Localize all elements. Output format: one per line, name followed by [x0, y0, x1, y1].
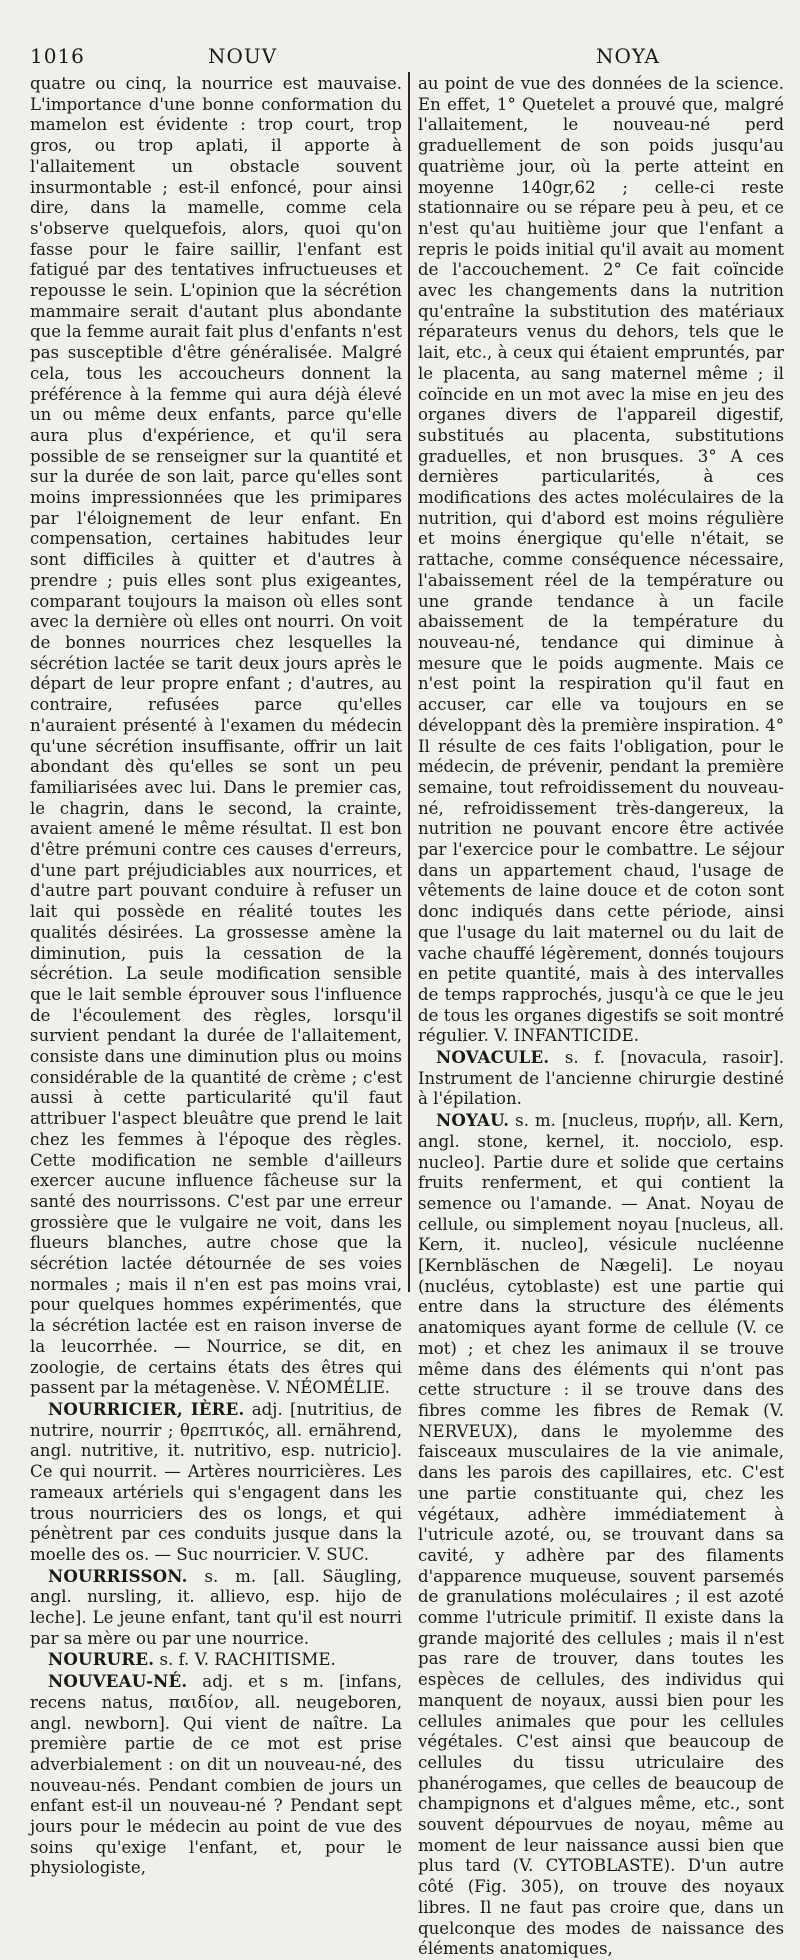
running-head-right: NOYA [596, 44, 660, 68]
headword: NOVACULE. [436, 1047, 550, 1068]
entry-noure [30, 1649, 402, 1671]
entry-text: s. m. [all. Säugling, angl. nursling, it. allievo, esp. hijo de leche]. Le jeune enfant, tant qu'il est nourri par sa mère ou par une nourrice. [30, 1566, 402, 1648]
right-continued-paragraph: au point de vue des données de la science. En effet, 1° Quetelet a prouvé que, malgré l'allaitement, le nouveau-né perd graduellement de son poids jusqu'au quatrième jour, où la perte atteint en moyenne 140gr,62 ; celle-ci reste stationnaire ou se répare peu à peu, et ce n'est qu'au huitième jour que l'enfant a repris le poids initial qu'il avait au moment de l'accouchement. 2° Ce fait coïncide avec les changements dans la nutrition qu'entraîne la substitution des matériaux réparateurs venus du dehors, tels que le lait, etc., à ceux qui étaient empruntés, par le placenta, au sang maternel même ; il coïncide en un mot avec la mise en jeu des organes divers de l'appareil digestif, substitués au placenta, substitutions graduelles, et non brusques. 3° A ces dernières particularités, à ces modifications des actes moléculaires de la nutrition, qui d'abord est moins régulière et moins énergique qu'elle n'était, se rattache, comme conséquence nécessaire, l'abaissement réel de la température ou une grande tendance à un facile abaissement de la température du nouveau-né, tendance qui diminue à mesure que le poids augmente. Mais ce n'est point la respiration qu'il faut en accuser, car elle va toujours en se développant dès la première inspiration. 4° Il résulte de ces faits l'obligation, pour le médecin, de prévenir, pendant la première semaine, tout refroidissement du nouveau-né, refroidissement très-dangereux, la nutrition ne pouvant encore être activée par l'exercice pour le combattre. Le séjour dans un appartement chaud, l'usage de vêtements de laine douce et de coton sont donc indiqués dans cette période, ainsi que l'usage du lait maternel ou du lait de vache chauffé légèrement, donnés toujours en petite quantité, mais à des intervalles de temps rapprochés, jusqu'à ce que le jeu de tous les organes digestifs se soit montré régulier. V. INFANTICIDE. [418, 74, 784, 1046]
page-number: 1016 [30, 44, 85, 68]
column-divider [408, 72, 410, 1292]
left-continued-paragraph: quatre ou cinq, la nourrice est mauvaise. L'importance d'une bonne conformation du mamelon est évidente : trop court, trop gros, ou trop aplati, il apporte à l'allaitement un obstacle souvent insurmontable ; est-il enfoncé, pour ainsi dire, dans la mamelle, comme cela s'observe quelquefois, alors, quoi qu'on fasse pour le faire saillir, l'enfant est fatigué par des tentatives infructueuses et repousse le sein. L'opinion que la sécrétion mammaire serait d'autant plus abondante que la femme aurait fait plus d'enfants n'est pas susceptible d'être généralisée. Malgré cela, tous les accoucheurs donnent la préférence à la femme qui aura déjà élevé un ou même deux enfants, parce qu'elle aura plus d'expérience, et qu'il sera possible de se renseigner sur la quantité et sur la durée de son lait, parce qu'elles sont moins impressionnées que les primipares par l'éloignement de leur enfant. En compensation, certaines habitudes leur sont difficiles à quitter et d'autres à prendre ; puis elles sont plus exigeantes, comparant toujours la maison où elles sont avec la dernière où elles ont nourri. On voit de bonnes nourrices chez lesquelles la sécrétion lactée se tarit deux jours après le départ de leur propre enfant ; d'autres, au contraire, refusées parce qu'elles n'auraient présenté à l'examen du médecin qu'une sécrétion insuffisante, offrir un lait abondant dès qu'elles se sont un peu familiarisées avec lui. Dans le premier cas, le chagrin, dans le second, la crainte, avaient amené le même résultat. Il est bon d'être prémuni contre ces causes d'erreurs, d'une part préjudiciables aux nourrices, et d'autre part pouvant conduire à refuser un lait qui possède en réalité toutes les qualités désirées. La grossesse amène la diminution, puis la cessation de la sécrétion. La seule modification sensible que le lait semble éprouver sous l'influence de l'écoulement des règles, lorsqu'il survient pendant la durée de l'allaitement, consiste dans une diminution plus ou moins considérable de la quantité de crème ; c'est aussi à cette particularité qu'il faut attribuer l'aspect bleuâtre que prend le lait chez les femmes à l'époque des règles. Cette modification ne semble d'ailleurs exercer aucune influence fâcheuse sur la santé des nourrissons. C'est par une erreur grossière que le vulgaire ne voit, dans les flueurs blanches, autre chose que la sécrétion lactée détournée de ses voies normales ; mais il n'en est pas moins vrai, pour quelques hommes expérimentés, que la sécrétion lactée est en raison inverse de la leucorrhée. — Nourrice, se dit, en zoologie, de certains états des êtres qui passent par la métagenèse. V. NÉOMÉLIE. [30, 74, 402, 1398]
headword: NOURRICIER, IÈRE. [48, 1399, 245, 1419]
running-head-left: NOUV [208, 44, 278, 68]
entry-nourricier [30, 1399, 402, 1566]
headword: NOUVEAU-NÉ. [48, 1671, 188, 1692]
headword: NOURURE. [48, 1649, 155, 1670]
entry-nouveau-ne [30, 1671, 402, 1879]
entry-noyau [418, 1110, 784, 1960]
entry-nourrisson [30, 1566, 402, 1650]
entry-text: s. m. [nucleus, πυρήν, all. Kern, angl. stone, kernel, it. nocciolo, esp. nucleo]. Partie dure et solide que certains fruits renferment, et qui contient la semence ou l'amande. — Anat. Noyau de cellule, ou simplement noyau [nucleus, all. Kern, it. nucleo], vésicule nucléenne [Kernbläschen de Nægeli]. Le noyau (nucléus, cytoblaste) est une partie qui entre dans la structure des éléments anatomiques ayant forme de cellule (V. ce mot) ; et chez les animaux il se trouve même dans des éléments qui n'ont pas cette structure : il se trouve dans des fibres comme les fibres de Remak (V. NERVEUX), dans le myolemme des faisceaux musculaires de la vie animale, dans les parois des capillaires, etc. C'est une partie constituante qui, chez les végétaux, adhère immédiatement à l'utricule azoté, ou, se trouvant dans sa cavité, y adhère par des filaments d'apparence muqueuse, souvent parsemés de granulations moléculaires ; il est azoté comme l'utricule primitif. Il existe dans la grande majorité des cellules ; mais il n'est pas rare de trouver, dans toutes les espèces de cellules, des individus qui manquent de noyaux, aussi bien pour les cellules animales que pour les cellules végétales. C'est ainsi que beaucoup de cellules du tissu utriculaire des phanérogames, que celles de beaucoup de champignons et d'algues même, etc., sont souvent dépourvues de noyau, même au moment de leur naissance aussi bien que plus tard (V. CYTOBLASTE). D'un autre côté (Fig. 305), on trouve des noyaux libres. Il ne faut pas croire que, dans un quelconque des modes de naissance des éléments anatomiques, [418, 1111, 784, 1959]
headword: NOURRISSON. [48, 1565, 188, 1586]
entry-text: s. f. V. RACHITISME. [154, 1650, 336, 1670]
entry-text: adj. [nutritius, de nutrire, nourrir ; θρεπτικός, all. ernährend, angl. nutritive, it. nutritivo, esp. nutricio]. Ce qui nourrit. — Artères nourricières. Les rameaux artériels qui s'engagent dans les trous nourriciers des os longs, et qui pénètrent par ces conduits jusque dans la moelle des os. — Suc nourricier. V. SUC. [30, 1400, 402, 1564]
headword: NOYAU. [436, 1110, 510, 1131]
right-column [418, 74, 784, 1959]
entry-text: s. f. [novacula, rasoir]. Instrument de l'ancienne chirurgie destiné à l'épilation. [418, 1048, 784, 1109]
entry-text: adj. et s m. [infans, recens natus, παιδίον, all. neugeboren, angl. newborn]. Qui vient de naître. La première partie de ce mot est prise adverbialement : on dit un nouveau-né, des nouveau-nés. Pendant combien de jours un enfant est-il un nouveau-né ? Pendant sept jours pour le médecin au point de vue des soins qu'exige l'enfant, et, pour le physiologiste, [30, 1672, 402, 1878]
left-column [30, 74, 402, 1878]
entry-novacule [418, 1047, 784, 1110]
